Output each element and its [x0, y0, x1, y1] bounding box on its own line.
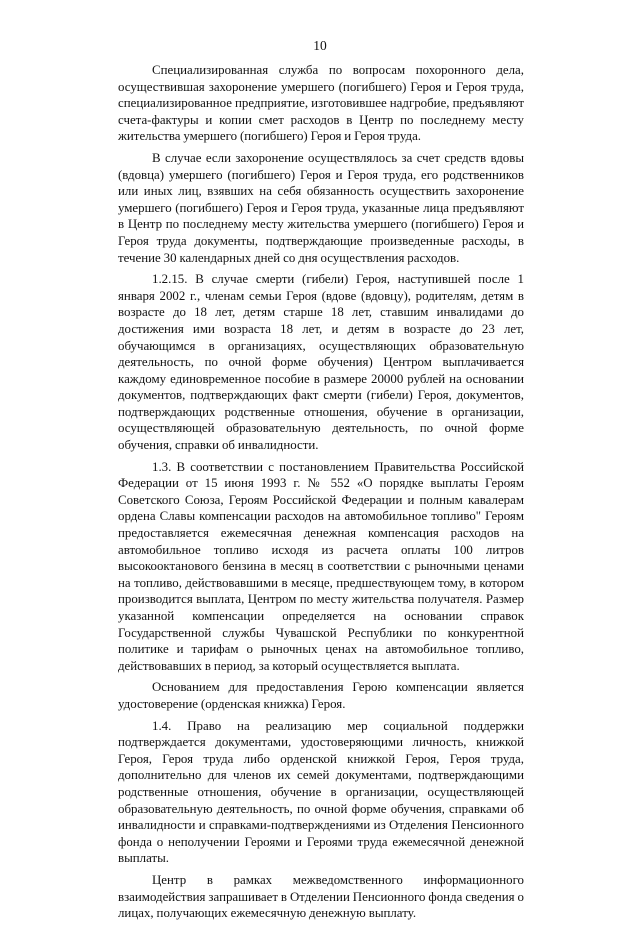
paragraph-interagency-request: Центр в рамках межведомственного информационного взаимодействия запрашивает в Отделении Пенсионного фонда сведения о лицах, получающих ежемесячную денежную выплату.: [118, 872, 524, 921]
paragraph-1-4-confirming-documents: 1.4. Право на реализацию мер социальной поддержки подтверждается документами, удостоверяющими личность, книжкой Героя, Героя труда либо орденской книжкой Героя, Героя труда, дополнительно для членов их семей документами, подтверждающими родственные отношения, обучение в организации, осуществляющей образовательную деятельность, по очной форме обучения, справками об инвалидности и справками-подтверждениями из Отделения Пенсионного фонда о неполучении Героями и Героями труда ежемесячной денежной выплаты.: [118, 718, 524, 866]
paragraph-1-2-15-lump-sum-allowance: 1.2.15. В случае смерти (гибели) Героя, наступившей после 1 января 2002 г., членам семьи Героя (вдове (вдовцу), родителям, детям в возрасте до 18 лет, детям старше 18 лет, ставшим инвалидами до достижения ими возраста 18 лет, и детям в возрасте до 23 лет, обучающимся в организациях, осуществляющих образовательную деятельность, по очной форме обучения) Центром выплачивается каждому единовременное пособие в размере 20000 рублей на основании документов, подтверждающих факт смерти (гибели) Героя, документов, подтверждающих родственные отношения, обучение в организации, осуществляющей образовательную деятельность, по очной форме обучения, справки об инвалидности.: [118, 272, 524, 453]
paragraph-burial-service-invoices: Специализированная служба по вопросам похоронного дела, осуществившая захоронение умершего (погибшего) Героя и Героя труда, специализированное предприятие, изготовившее надгробие, предъявляют счета-фактуры и копии смет расходов в Центр по последнему месту жительства умершего (погибшего) Героя и Героя труда.: [118, 63, 524, 144]
paragraph-burial-by-relatives: В случае если захоронение осуществлялось за счет средств вдовы (вдовца) умершего (погибшего) Героя и Героя труда, его родственников или иных лиц, взявших на себя обязанность осуществить захоронение умершего (погибшего) Героя и Героя труда, указанные лица предъявляют в Центр по последнему месту жительства умершего (погибшего) Героя и Героя труда документы, подтверждающие произведенные расходы, в течение 30 календарных дней со дня осуществления расходов.: [118, 150, 524, 265]
document-body: [118, 62, 524, 927]
page-number: 10: [313, 38, 327, 53]
paragraph-compensation-basis: Основанием для предоставления Герою компенсации является удостоверение (орденская книжка) Героя.: [118, 680, 524, 711]
paragraph-1-3-fuel-compensation: 1.3. В соответствии с постановлением Правительства Российской Федерации от 15 июня 1993 г. № 552 «О порядке выплаты Героям Советского Союза, Героям Российской Федерации и полным кавалерам ордена Славы компенсации расходов на автомобильное топливо" Героям предоставляется ежемесячная денежная компенсация расходов на автомобильное топливо исходя из расчета оплаты 100 литров высокооктанового бензина в месяц в соответствии с рыночными ценами на топливо, действовавшими в месяце, предшествующем тому, в котором производится выплата, Центром по месту жительства получателя. Размер указанной компенсации определяется на основании справок Государственной службы Чувашской Республики по конкурентной политике и тарифам о рыночных ценах на автомобильное топливо, действовавших в период, за который осуществляется выплата.: [118, 459, 524, 673]
